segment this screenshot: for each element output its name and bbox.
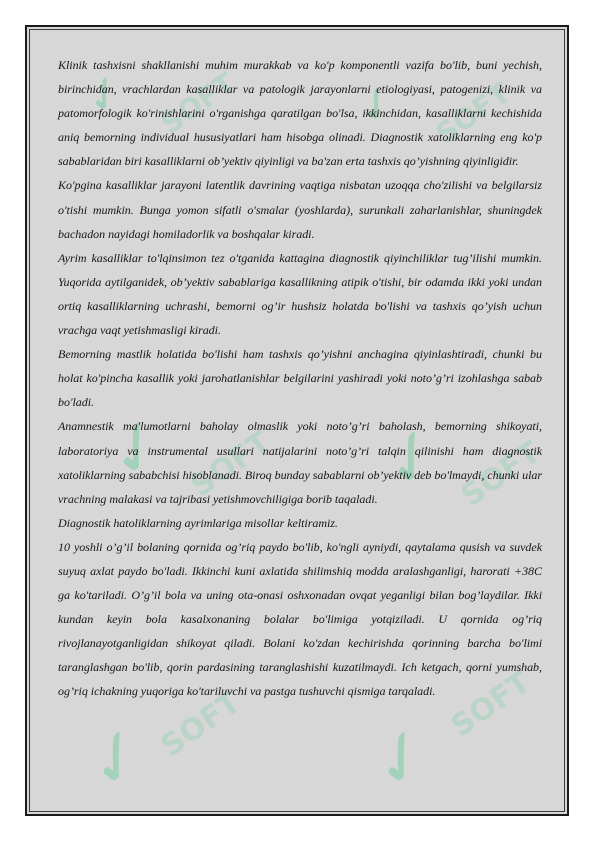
watermark-stamp: ✓ — [88, 397, 184, 499]
watermark-stamp: SOFT — [154, 684, 248, 765]
paragraph: Ayrim kasalliklar to'lqinsimon tez o'tganida kattagina diagnostik qiyinchiliklar tug’ilishi mumkin. Yuqorida aytilganidek, ob’yektiv sabablariga kasallikning atipik o'tishi, bir odamda ikki yoki undan ortiq kasalliklarning uchrashi, bemorni og’ir hushsiz holatda bo'lishi va tashxis qo’yish uchun vrachga vaqt yetishmasligi kiradi. — [58, 250, 542, 338]
watermark-stamp: ✓ — [353, 707, 449, 809]
paragraph: Klinik tashxisni shakllanishi muhim murakkab va ko'p komponentli vazifa bo'lib, buni yechish, birinchidan, vrachlardan kasalliklar va patologik jarayonlarni etiologiyasi, patogenizi, klinik va patomorfologik ko'rinishlarini o'rganishga qaratilgan bo'lsa, ikkinchidan, kasalliklarni kechishida aniq bemorning individual hususiyatlari ham hisobga olinadi. Diagnostik xatoliklarning eng ko'p sabablaridan biri kasalliklarni ob’yektiv qiyinligi va ba'zan erta tashxis qo’yishning qiyinligidir. — [58, 58, 542, 169]
watermark-stamp: SOFT — [429, 76, 517, 151]
watermark-stamp: SOFT — [184, 424, 278, 505]
paragraph: Ko'pgina kasalliklar jarayoni latentlik davrining vaqtiga nisbatan uzoqqa cho'zilishi va belgilarsiz o'tishi mumkin. Bunga yomon sifatli o'smalar (yoshlarda), surunkali zaharlanishlar, shuningdek bachadon nayidagi homiladorlik va boshqalar kiradi. — [58, 178, 542, 241]
paragraph: 10 yoshli o’g’il bolaning qornida og’riq paydo bo'lib, ko'ngli ayniydi, qaytalama qusish va suvdek suyuq axlat paydo bo'ladi. Ikkinchi kuni axlatida shilimshiq modda aralashganligi, harorati +38C ga ko'tariladi. O’g’il bola va uning ota-onasi oshxonadan ovqat yeganligi bilan bog’laydilar. Ikki kundan keyin bola kasalxonaning bolalar bo'limiga yotqiziladi. U qornida og’riq rivojlanayotganligidan shikoyat qiladi. Bolani ko'zdan kechirishda qorinning barcha bo'limi taranglashgan bo'lib, qorin pardasining taranglashishi kuzatilmaydi. Ich ketgach, qorni yumshab, og’riq ichakning yuqoriga ko'tariluvchi va pastga tushuvchi qismiga tarqaladi. — [58, 539, 542, 699]
watermark-stamp: SOFT — [444, 664, 538, 745]
watermark-stamp: ✓ — [344, 70, 408, 138]
watermark-stamp: SOFT — [454, 434, 548, 515]
watermark-stamp: ✓ — [68, 707, 164, 809]
watermark-stamp: ✓ — [72, 60, 136, 128]
paragraph: Diagnostik hatoliklarning ayrimlariga misollar keltiramiz. — [58, 515, 338, 530]
document-body — [58, 53, 542, 704]
watermark-stamp: ✓ — [363, 407, 459, 509]
paragraph: Bemorning mastlik holatida bo'lishi ham tashxis qo’yishni anchagina qiyinlashtiradi, chunki bu holat ko'pincha kasallik yoki jarohatlanishlar belgilarini yashiradi yoki noto’g’ri izohlashga sabab bo'ladi. — [58, 347, 542, 410]
watermark-stamp: SOFT — [154, 66, 242, 141]
paragraph: Anamnestik ma'lumotlarni baholay olmaslik yoki noto’g’ri baholash, bemorning shikoyati, laboratoriya va instrumental usullari natijalarini noto’g’ri talqin qilinishi ham diagnostik xatoliklarning sababchisi hisoblanadi. Biroq bunday sabablarni ob’yektiv deb bo'lmaydi, chunki ular vrachning malakasi va tajribasi yetishmovchiligiga borib taqaladi. — [58, 419, 542, 506]
